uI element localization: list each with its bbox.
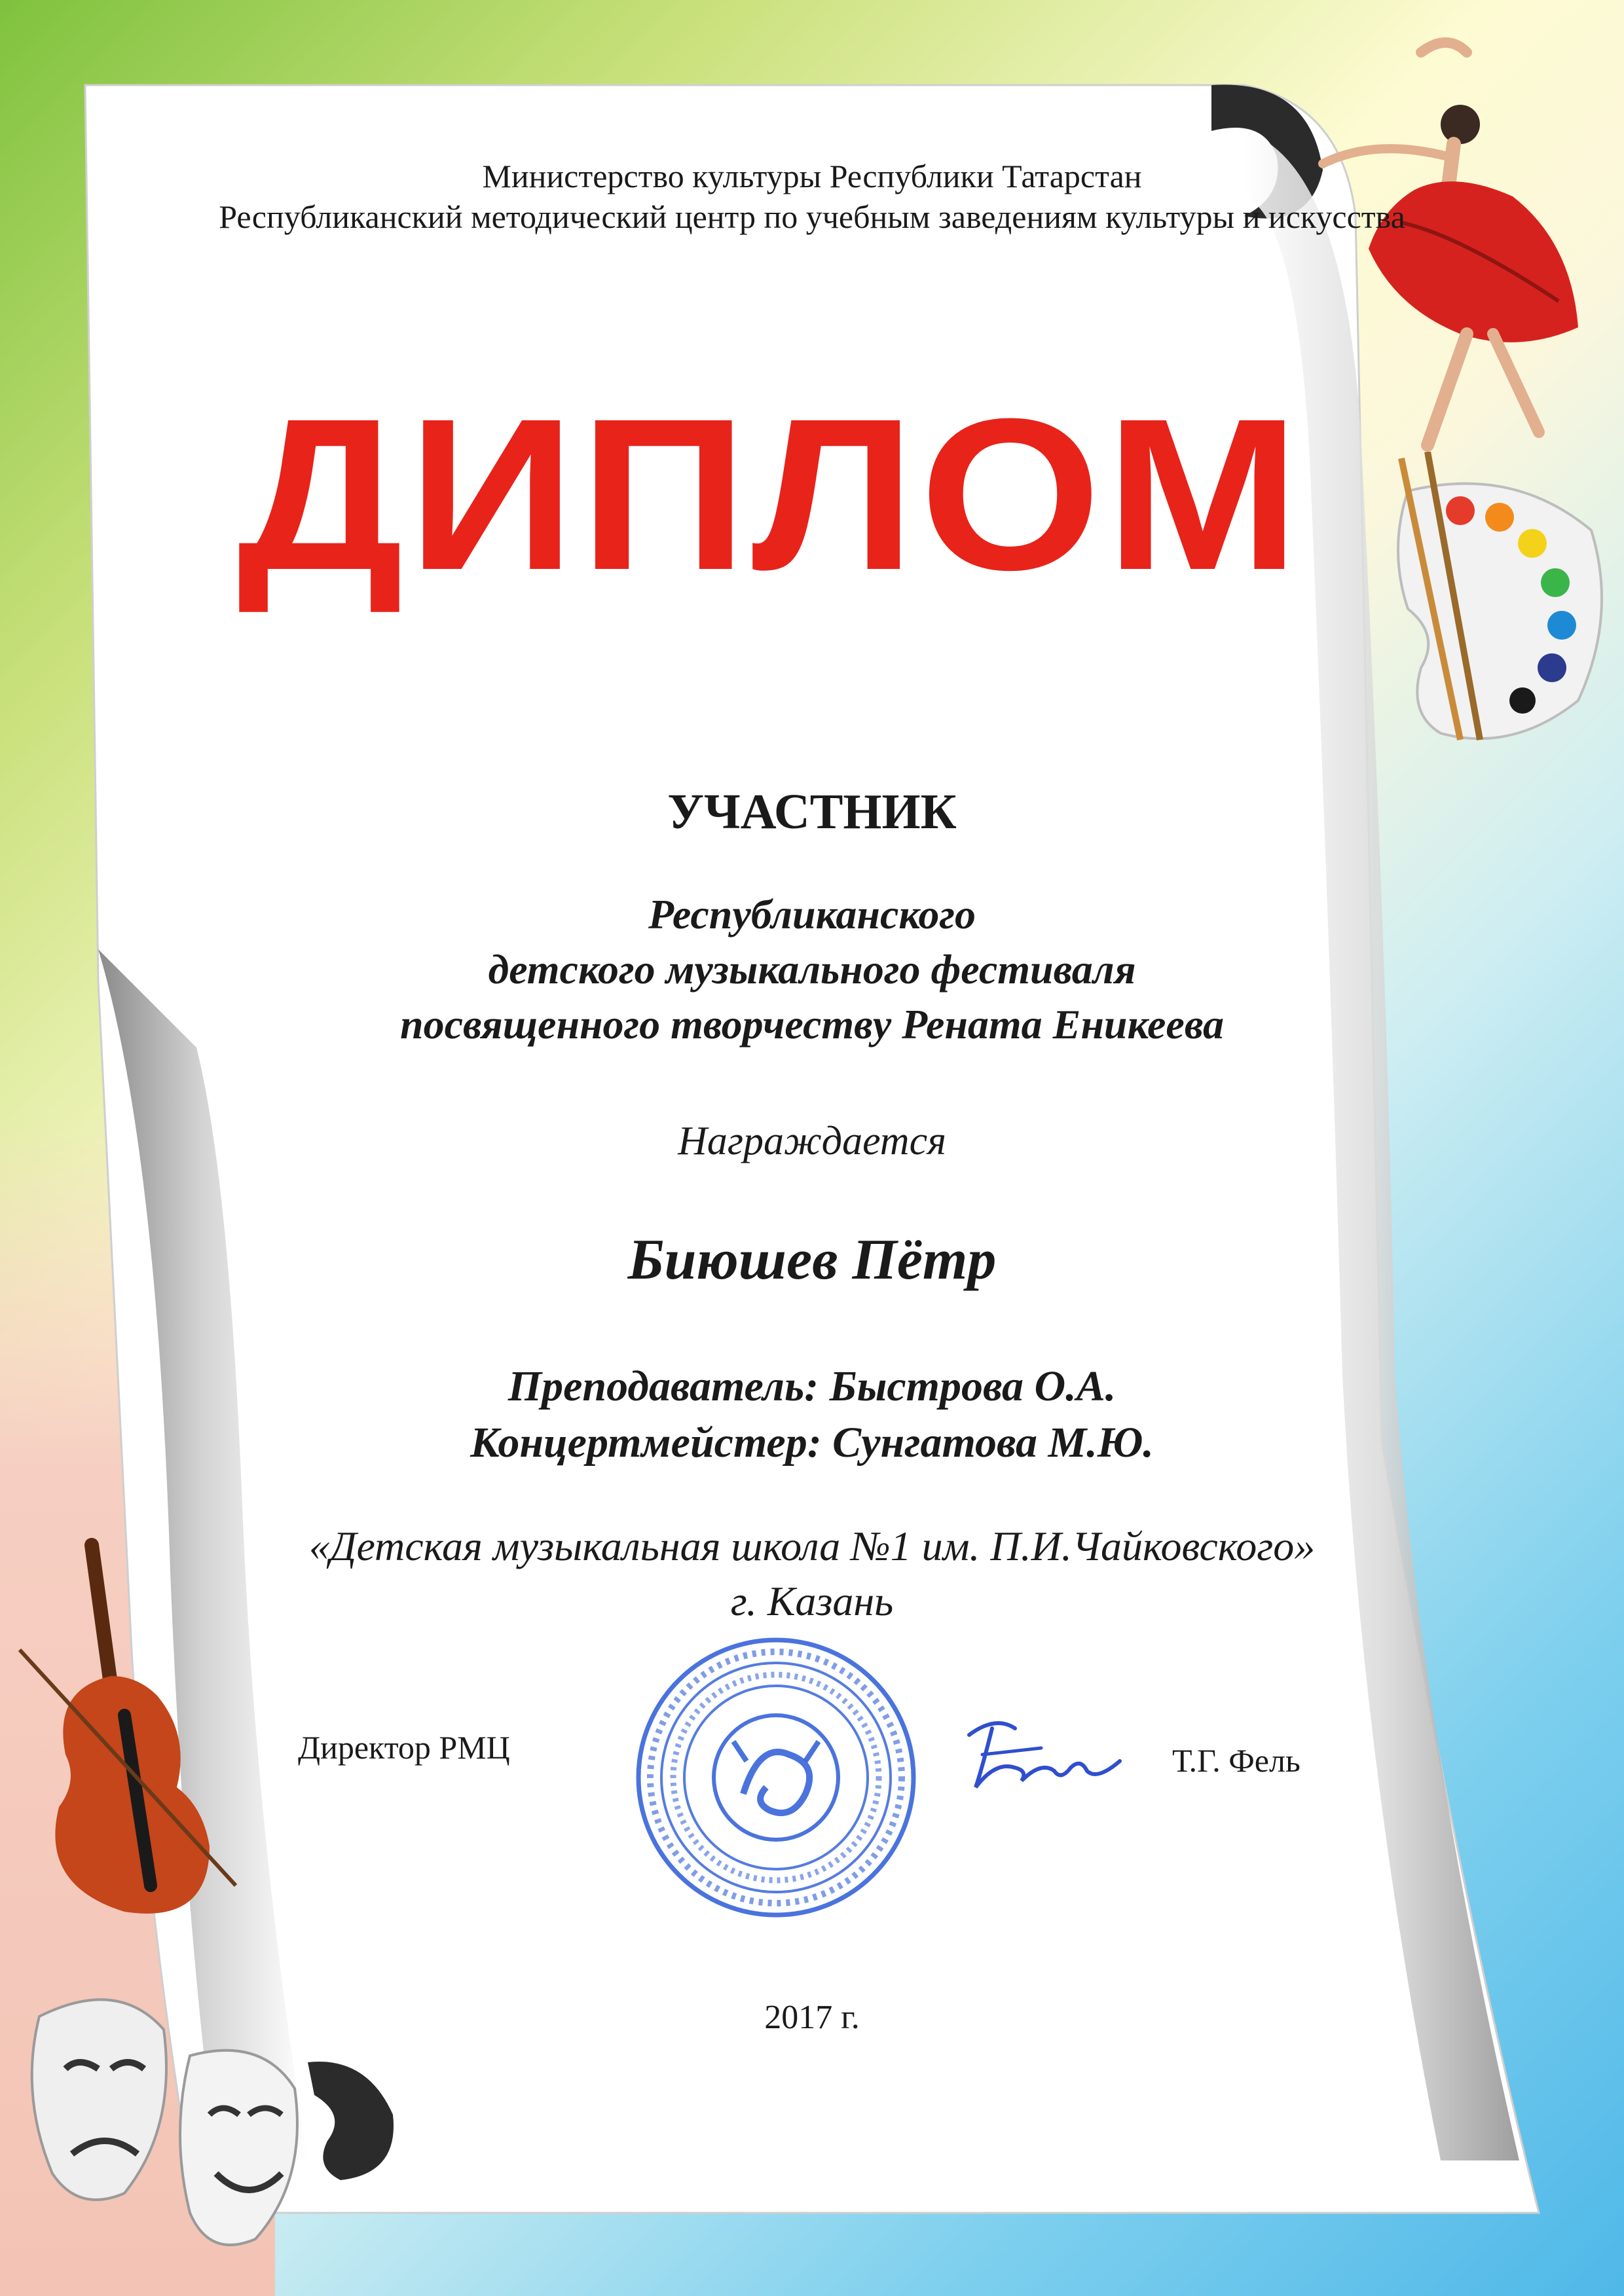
school-name: «Детская музыкальная школа №1 им. П.И.Чайковского» [308, 1523, 1316, 1569]
festival-description [0, 887, 1624, 1052]
festival-line-1: Республиканского [648, 891, 976, 938]
document-title: ДИПЛОМ [237, 373, 1304, 615]
issuer-header [0, 156, 1624, 237]
awarded-label: Награждается [678, 1119, 946, 1163]
accompanist-line: Концертмейстер: Сунгатова М.Ю. [470, 1419, 1154, 1467]
award-status: УЧАСТНИК [667, 784, 957, 839]
teacher-line: Преподаватель: Быстрова О.А. [507, 1362, 1116, 1410]
school-block [0, 1519, 1624, 1629]
ministry-line: Министерство культуры Республики Татарстан [482, 158, 1142, 194]
signature-role: Директор РМЦ [298, 1729, 510, 1766]
recipient-name: Биюшев Пётр [627, 1228, 997, 1292]
signatory-name: Т.Г. Фель [1172, 1742, 1301, 1779]
festival-line-3: посвященного творчеству Рената Еникеева [400, 1001, 1224, 1048]
center-line: Республиканский методический центр по учебным заведениям культуры и искусства [219, 198, 1405, 235]
signature-icon [956, 1709, 1139, 1807]
festival-line-2: детского музыкального фестиваля [488, 946, 1136, 993]
school-city: г. Казань [730, 1578, 894, 1624]
stamp-icon [629, 1630, 923, 1925]
teachers-block [0, 1358, 1624, 1471]
issue-year: 2017 г. [764, 1999, 860, 2036]
